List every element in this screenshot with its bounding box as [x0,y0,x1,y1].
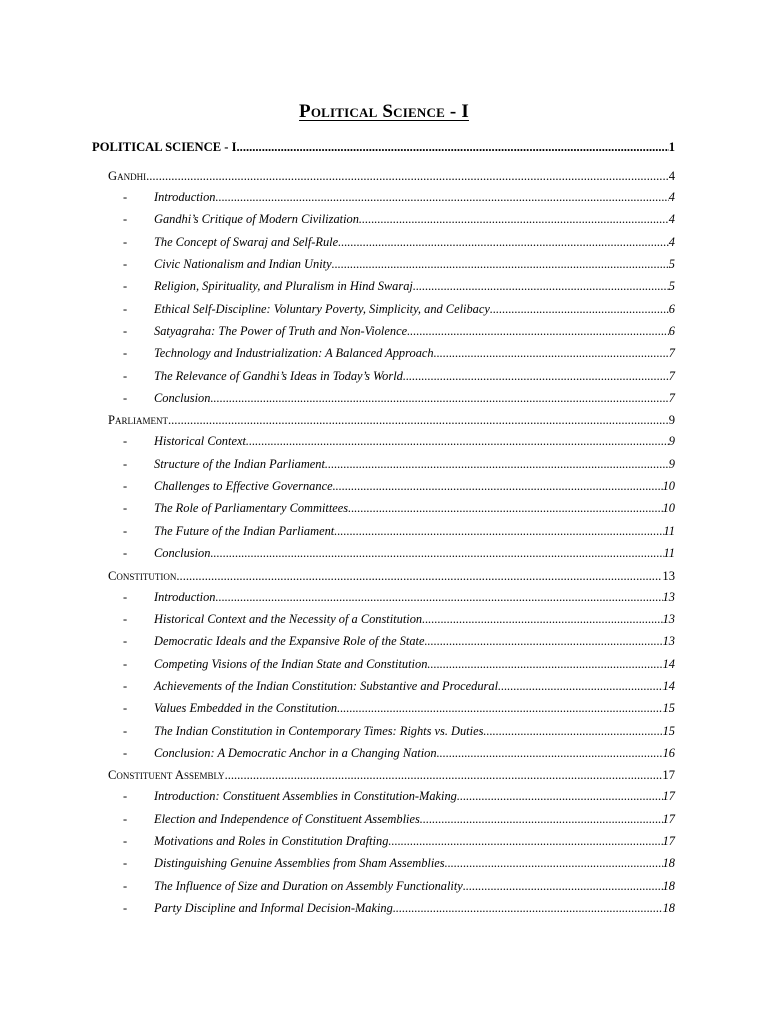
toc-page-number: 4 [668,234,675,249]
toc-entry-title[interactable]: Gandhi’s Critique of Modern Civilization [154,212,359,227]
toc-entry-title[interactable]: Introduction [154,190,216,204]
toc-bullet: - [123,856,128,871]
toc-page-number: 17 [662,768,675,783]
toc-bullet: - [123,745,128,760]
toc-entry-title[interactable]: Historical Context and the Necessity of a Constitution [154,611,423,626]
toc-bullet: - [123,279,128,294]
toc-dot-leader [483,724,662,739]
toc-page-number: 6 [668,324,675,339]
toc-bullet: - [123,479,128,494]
toc-page-number: 4 [668,212,675,227]
toc-dot-leader [168,413,669,428]
toc-dot-leader [422,612,663,627]
toc-page-number: 17 [662,789,675,804]
toc-dot-leader [337,701,663,716]
toc-dot-leader [437,746,663,761]
toc-entry-title[interactable]: Conclusion: A Democratic Anchor in a Changing Nation [154,745,437,760]
toc-dot-leader [338,235,669,250]
toc-page-number: 5 [668,279,675,294]
toc-dot-leader [407,324,669,339]
toc-entry-title[interactable]: Civic Nationalism and Indian Unity [154,257,332,272]
toc-entry[interactable] [92,324,675,346]
toc-entry[interactable] [92,634,675,656]
toc-bullet: - [123,257,128,272]
toc-entry-title[interactable]: Technology and Industrialization: A Balanced Approach [154,346,434,361]
toc-entry-title[interactable]: Religion, Spirituality, and Pluralism in Hind Swaraj [154,279,413,294]
toc-entry[interactable] [92,479,675,501]
toc-bullet: - [123,900,128,915]
toc-entry-title[interactable]: Achievements of the Indian Constitution: Substantive and Procedural [154,678,499,693]
toc-dot-leader [457,789,663,804]
toc-bullet: - [123,212,128,227]
toc-dot-leader [388,834,662,849]
toc-entry[interactable] [92,901,675,923]
toc-bullet: - [123,501,128,516]
toc-page-number: 10 [662,479,675,494]
toc-dot-leader [463,879,663,894]
toc-entry-title[interactable]: Ethical Self-Discipline: Voluntary Poverty, Simplicity, and Celibacy [154,301,490,316]
toc-dot-leader [359,212,669,227]
toc-entry[interactable] [92,302,675,324]
toc-page-number: 13 [662,611,675,626]
toc-dot-leader [210,546,663,561]
toc-bullet: - [123,678,128,693]
toc-entry[interactable] [92,434,675,456]
toc-page-number: 4 [668,190,675,204]
toc-dot-leader [413,279,669,294]
toc-entry[interactable] [92,569,675,590]
toc-dot-leader [210,391,668,406]
toc-dot-leader [246,434,669,449]
toc-dot-leader [445,856,663,871]
toc-page-number: 6 [668,301,675,316]
toc-page-number: 17 [662,811,675,826]
toc-entry[interactable] [92,768,675,789]
toc-entry[interactable] [92,279,675,301]
toc-entry[interactable] [92,590,675,612]
toc-page-number: 13 [662,589,675,604]
toc-entry-title[interactable]: The Influence of Size and Duration on Assembly Functionality [154,878,463,893]
toc-entry[interactable] [92,724,675,746]
toc-page-number: 14 [662,656,675,671]
toc-entry[interactable] [92,501,675,523]
toc-entry[interactable] [92,657,675,679]
toc-entry[interactable] [92,701,675,723]
toc-dot-leader [393,901,663,916]
table-of-contents [92,140,675,923]
toc-bullet: - [123,701,128,716]
toc-entry[interactable] [92,524,675,546]
toc-page-number: 17 [662,833,675,848]
toc-page-number: 9 [668,413,675,428]
toc-dot-leader [216,190,669,205]
toc-entry[interactable] [92,746,675,768]
toc-entry-title[interactable]: Conclusion [154,546,211,561]
page-title: Political Science - I [299,101,469,122]
toc-entry-title[interactable]: POLITICAL SCIENCE - I [92,140,237,154]
toc-entry[interactable] [92,391,675,413]
toc-bullet: - [123,811,128,826]
toc-page-number: 18 [662,878,675,893]
toc-entry-title[interactable]: Introduction: Constituent Assemblies in Constitution-Making [154,789,457,804]
toc-entry-title[interactable]: Election and Independence of Constituent Assemblies [154,811,420,826]
toc-entry-title[interactable]: Distinguishing Genuine Assemblies from Sham Assemblies [154,856,445,871]
toc-page-number: 16 [662,745,675,760]
toc-bullet: - [123,656,128,671]
toc-dot-leader [334,524,663,539]
toc-entry[interactable] [92,346,675,368]
toc-bullet: - [123,611,128,626]
toc-dot-leader [176,569,662,584]
toc-dot-leader [325,457,669,472]
toc-bullet: - [123,456,128,471]
toc-bullet: - [123,878,128,893]
toc-entry[interactable] [92,413,675,434]
toc-entry[interactable] [92,834,675,856]
toc-dot-leader [434,346,669,361]
toc-entry-title[interactable]: Party Discipline and Informal Decision-Making [154,900,393,915]
toc-page-number: 18 [662,900,675,915]
toc-dot-leader [498,679,663,694]
toc-bullet: - [123,723,128,738]
toc-entry-title[interactable]: Conclusion [154,391,211,406]
toc-entry-title[interactable]: Parliament [108,413,168,428]
toc-page-number: 15 [662,723,675,738]
toc-entry[interactable] [92,789,675,811]
toc-entry-title[interactable]: Challenges to Effective Governance [154,479,333,494]
toc-page-number: 1 [668,140,675,154]
toc-page-number: 10 [662,501,675,516]
toc-page-number: 5 [668,257,675,272]
toc-bullet: - [123,523,128,538]
toc-entry[interactable] [92,257,675,279]
toc-bullet: - [123,301,128,316]
toc-bullet: - [123,634,128,649]
toc-entry[interactable] [92,169,675,190]
toc-dot-leader [490,302,669,317]
toc-entry[interactable] [92,212,675,234]
toc-entry[interactable] [92,856,675,878]
toc-bullet: - [123,546,128,561]
toc-entry-title[interactable]: Satyagraha: The Power of Truth and Non-Violence [154,324,408,339]
toc-page-number: 14 [662,678,675,693]
toc-page-number: 7 [668,346,675,361]
toc-page-number: 4 [668,169,675,183]
toc-entry-title[interactable]: Introduction [154,589,216,604]
toc-page-number: 11 [663,523,675,538]
toc-entry[interactable] [92,190,675,212]
toc-entry-title[interactable]: Values Embedded in the Constitution [154,701,338,716]
toc-entry-title[interactable]: Gandhi [108,169,147,183]
toc-entry[interactable] [92,546,675,568]
toc-dot-leader [420,812,663,827]
toc-entry-title[interactable]: The Role of Parliamentary Committees [154,501,349,516]
toc-entry[interactable] [92,235,675,257]
toc-dot-leader [332,257,669,272]
toc-bullet: - [123,789,128,804]
toc-bullet: - [123,324,128,339]
toc-entry[interactable] [92,369,675,391]
toc-bullet: - [123,346,128,361]
toc-entry-title[interactable]: The Indian Constitution in Contemporary Times: Rights vs. Duties [154,723,484,738]
toc-page-number: 11 [663,546,675,561]
toc-bullet: - [123,234,128,249]
toc-dot-leader [146,169,669,184]
toc-dot-leader [225,768,663,783]
toc-dot-leader [424,634,662,649]
toc-dot-leader [427,657,662,672]
toc-entry[interactable] [92,140,675,163]
toc-page-number: 18 [662,856,675,871]
toc-page-number: 15 [662,701,675,716]
toc-page-number: 9 [668,456,675,471]
toc-entry-title[interactable]: The Future of the Indian Parliament [154,523,335,538]
toc-dot-leader [348,501,663,516]
toc-entry-title[interactable]: Historical Context [154,434,246,449]
toc-bullet: - [123,190,128,204]
toc-dot-leader [216,590,663,605]
toc-entry[interactable] [92,457,675,479]
toc-page-number: 7 [668,391,675,406]
toc-entry-title[interactable]: Democratic Ideals and the Expansive Role of the State [154,634,425,649]
toc-entry[interactable] [92,812,675,834]
toc-bullet: - [123,391,128,406]
toc-entry-title[interactable]: Structure of the Indian Parliament [154,456,325,471]
toc-entry[interactable] [92,612,675,634]
toc-page-number: 13 [662,634,675,649]
toc-bullet: - [123,833,128,848]
toc-dot-leader [237,140,669,155]
toc-entry-title[interactable]: Competing Visions of the Indian State and Constitution [154,656,428,671]
toc-page-number: 9 [668,434,675,449]
toc-dot-leader [403,369,669,384]
toc-page-number: 7 [668,368,675,383]
toc-page-number: 13 [662,568,675,583]
toc-entry-title[interactable]: Constitution [108,568,177,583]
toc-entry-title[interactable]: The Relevance of Gandhi’s Ideas in Today’s World [154,368,403,383]
toc-bullet: - [123,589,128,604]
toc-entry-title[interactable]: Constituent Assembly [108,768,225,783]
toc-entry[interactable] [92,679,675,701]
toc-entry-title[interactable]: The Concept of Swaraj and Self-Rule [154,234,339,249]
toc-entry[interactable] [92,879,675,901]
toc-dot-leader [333,479,663,494]
toc-bullet: - [123,434,128,449]
toc-bullet: - [123,368,128,383]
toc-entry-title[interactable]: Motivations and Roles in Constitution Drafting [154,833,389,848]
